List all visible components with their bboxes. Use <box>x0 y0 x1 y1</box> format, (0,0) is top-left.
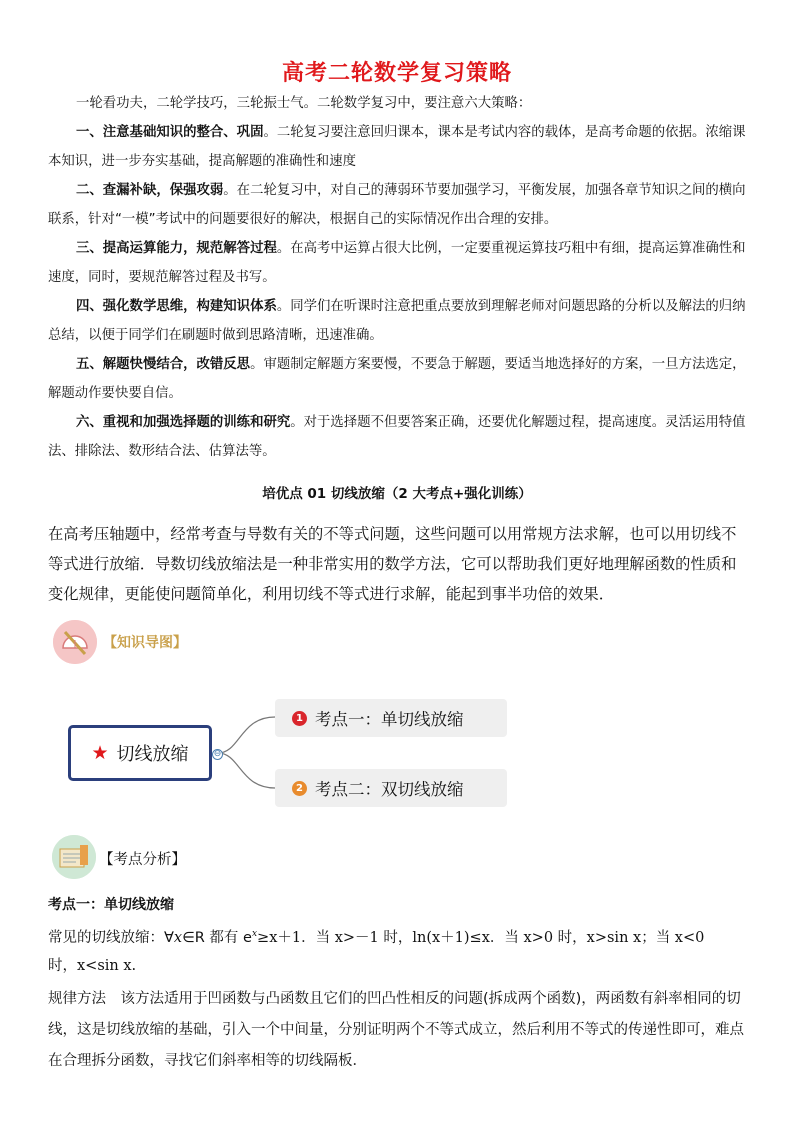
mindmap-center-node <box>68 725 212 781</box>
section-heading: 培优点 01 切线放缩（2 大考点+强化训练） <box>262 486 532 502</box>
kp1-common-formulas <box>48 920 748 980</box>
kp1-common-prefix: 常见的切线放缩：∀ <box>48 929 174 946</box>
section-intro: 在高考压轴题中，经常考查与导数有关的不等式问题，这些问题可以用常规方法求解，也可以用切线不等式进行放缩．导数切线放缩法是一种非常实用的数学方法，它可以帮助我们更好地理解函数的性质和变化规律，更能使问题简单化，利用切线不等式进行求解，能起到事半功倍的效果． <box>48 525 737 603</box>
strategy-body: 。同学们在听课时注意把重点要放到理解老师对问题思路的分析以及解法的归纳总结，以便于同学们在刷题时做到思路清晰，迅速准确。 <box>48 299 746 343</box>
kp1-variable: x <box>173 929 183 946</box>
intro-line: 一轮看功夫，二轮学技巧，三轮振士气。二轮数学复习中，要注意六大策略： <box>76 96 532 111</box>
kp1-common-rest: ∈R 都有 e <box>182 929 252 946</box>
strategy-2 <box>48 176 748 234</box>
strategy-body: 。对于选择题不但要答案正确，还要优化解题过程，提高速度。灵活运用特值法、排除法、数形结合法、估算法等。 <box>48 415 746 459</box>
strategy-head: 四、强化数学思维，构建知识体系 <box>76 299 277 314</box>
mindmap-center-label: 切线放缩 <box>116 744 189 765</box>
strategy-3 <box>48 234 748 292</box>
mindmap-node-2 <box>275 769 507 807</box>
strategy-5 <box>48 350 748 408</box>
strategy-body: 。在二轮复习中，对自己的薄弱环节要加强学习，平衡发展，加强各章节知识之间的横向联系，针对“一模”考试中的问题要很好的解决，根据自己的实际情况作出合理的安排。 <box>48 183 746 227</box>
strategy-head: 一、注意基础知识的整合、巩固 <box>76 125 264 140</box>
mindmap-node-label: 考点二：双切线放缩 <box>315 780 464 799</box>
page-title: 高考二轮数学复习策略 <box>281 61 512 86</box>
strategy-head: 六、重视和加强选择题的训练和研究 <box>76 415 291 430</box>
kp1-title: 考点一：单切线放缩 <box>48 897 174 913</box>
kp1-exponent: x <box>251 929 258 939</box>
ruler-protractor-icon <box>53 620 97 664</box>
collapse-icon[interactable]: ⊖ <box>213 749 222 759</box>
strategy-4 <box>48 292 748 350</box>
strategy-body: 。在高考中运算占很大比例，一定要重视运算技巧粗中有细，提高运算准确性和速度，同时，要规范解答过程及书写。 <box>48 241 746 285</box>
strategy-body: 。审题制定解题方案要慢，不要急于解题，要适当地选择好的方案，一旦方法选定，解题动作要快要自信。 <box>48 357 746 401</box>
mindmap-node-label: 考点一：单切线放缩 <box>315 710 464 729</box>
strategy-body: 。二轮复习要注意回归课本，课本是考试内容的载体，是高考命题的依据。浓缩课本知识，进一步夯实基础，提高解题的准确性和速度 <box>48 125 746 169</box>
strategy-head: 三、提高运算能力，规范解答过程 <box>76 241 277 256</box>
notebook-icon <box>52 835 96 879</box>
analysis-label: 【考点分析】 <box>99 852 186 868</box>
kp1-formula-line1: ≥x＋1．当 x>－1 时，ln(x＋1)≤x．当 x>0 时，x>sin x；当 x<0 <box>257 929 705 946</box>
mindmap-node-1 <box>275 699 507 737</box>
strategy-head: 五、解题快慢结合，改错反思 <box>76 357 251 372</box>
knowledge-map-label: 【知识导图】 <box>103 635 187 651</box>
strategy-head: 二、查漏补缺，保强攻弱 <box>76 183 224 198</box>
star-icon: ★ <box>91 742 109 764</box>
number-badge: 1 <box>292 711 307 726</box>
kp1-formula-line2: 时，x<sin x. <box>48 957 137 974</box>
kp1-rule: 规律方法 该方法适用于凹函数与凸函数且它们的凹凸性相反的问题(拆成两个函数)，两函数有斜率相同的切线，这是切线放缩的基础，引入一个中间量，分别证明两个不等式成立，然后利用不等式的传递性即可，难点在合理拆分函数，寻找它们斜率相等的切线隔板． <box>48 991 744 1069</box>
strategy-1 <box>48 118 748 176</box>
number-badge: 2 <box>292 781 307 796</box>
strategy-6 <box>48 408 748 466</box>
